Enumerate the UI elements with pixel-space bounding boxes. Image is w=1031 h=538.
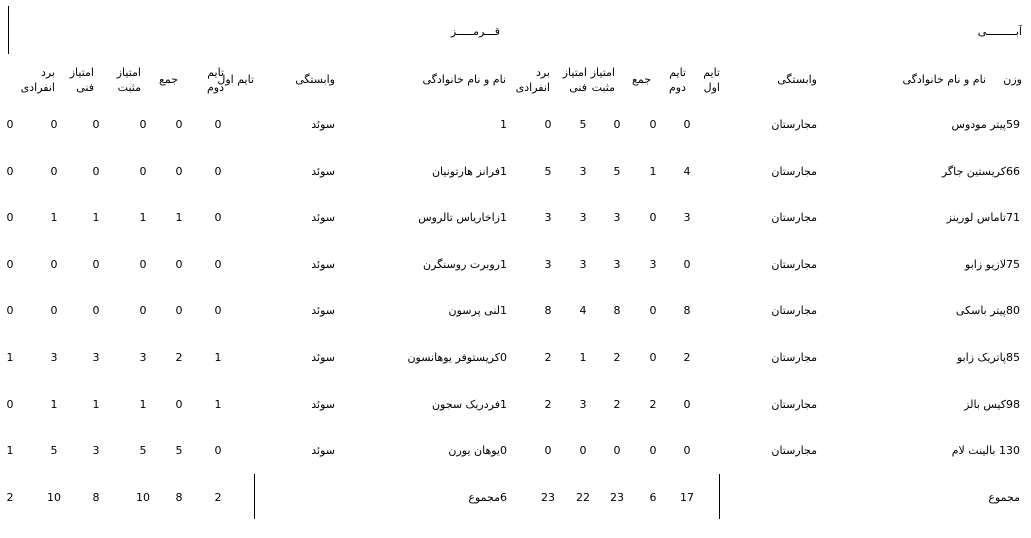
blue-score-cell: 3: [579, 258, 587, 271]
blue-score-cell: 3: [579, 398, 587, 411]
blue-wrestler-name: 130 بالینت لام: [951, 444, 1020, 457]
red-wrestler-name: 0کریستوفر یوهانسون: [407, 351, 507, 364]
red-score-cell: 1: [139, 398, 147, 411]
blue-score-cell: 2: [544, 351, 552, 364]
red-total-cell: 10: [47, 491, 61, 504]
blue-score-cell: 3: [544, 258, 552, 271]
red-score-cell: 1: [175, 211, 183, 224]
blue-score-cell: 0: [683, 398, 691, 411]
blue-score-cell: 0: [613, 118, 621, 131]
red-score-cell: 0: [50, 304, 58, 317]
header-red-individual-win: برد انفرادی: [20, 66, 55, 94]
header-red-positive-points: امتیاز مثبت: [116, 66, 141, 94]
red-score-cell: 1: [6, 444, 14, 457]
red-score-cell: 0: [175, 165, 183, 178]
red-score-cell: 0: [6, 165, 14, 178]
blue-score-cell: 0: [649, 351, 657, 364]
red-score-cell: 0: [50, 118, 58, 131]
red-wrestler-name: 1روبرت روسنگرن: [423, 258, 507, 271]
red-affiliation: سوئد: [311, 304, 335, 317]
red-affiliation: سوئد: [311, 165, 335, 178]
blue-score-cell: 5: [613, 165, 621, 178]
red-score-cell: 3: [92, 351, 100, 364]
red-affiliation: سوئد: [311, 211, 335, 224]
blue-score-cell: 0: [683, 444, 691, 457]
blue-score-cell: 0: [683, 118, 691, 131]
header-blue-total: جمع: [631, 73, 651, 86]
blue-affiliation: مجارستان: [771, 351, 817, 364]
header-blue-name: نام و نام خانوادگی: [902, 73, 986, 86]
blue-score-cell: 8: [544, 304, 552, 317]
blue-total-cell: 17: [680, 491, 694, 504]
blue-score-cell: 0: [683, 258, 691, 271]
blue-affiliation: مجارستان: [771, 211, 817, 224]
red-score-cell: 5: [139, 444, 147, 457]
blue-score-cell: 2: [613, 398, 621, 411]
blue-score-cell: 2: [544, 398, 552, 411]
red-affiliation: سوئد: [311, 398, 335, 411]
blue-affiliation: مجارستان: [771, 165, 817, 178]
blue-total-cell: 6: [649, 491, 657, 504]
red-total-cell: 8: [175, 491, 183, 504]
blue-score-cell: 3: [544, 211, 552, 224]
header-weight: وزن: [1003, 73, 1022, 86]
header-blue-first-half: تایم اول: [703, 66, 720, 94]
red-score-cell: 0: [214, 118, 222, 131]
red-score-cell: 0: [92, 304, 100, 317]
blue-score-cell: 0: [649, 211, 657, 224]
red-score-cell: 0: [50, 258, 58, 271]
blue-total-cell: 23: [541, 491, 555, 504]
blue-score-cell: 4: [579, 304, 587, 317]
header-blue-affiliation: وابستگی: [777, 73, 817, 86]
blue-score-cell: 0: [613, 444, 621, 457]
blue-score-cell: 1: [649, 165, 657, 178]
red-score-cell: 1: [92, 211, 100, 224]
red-section-title: قـــرمـــــز: [450, 25, 500, 38]
red-score-cell: 0: [214, 165, 222, 178]
blue-score-cell: 3: [613, 211, 621, 224]
blue-score-cell: 3: [613, 258, 621, 271]
red-score-cell: 1: [214, 398, 222, 411]
blue-wrestler-name: 59پیتر مودوس: [951, 118, 1020, 131]
red-wrestler-name: 1فرانز هارتونیان: [431, 165, 507, 178]
blue-score-cell: 2: [613, 351, 621, 364]
red-score-cell: 0: [139, 304, 147, 317]
blue-score-cell: 3: [579, 165, 587, 178]
left-divider-top: [8, 6, 9, 54]
red-score-cell: 0: [139, 165, 147, 178]
blue-score-cell: 3: [649, 258, 657, 271]
header-blue-individual-win: برد انفرادی: [515, 66, 550, 94]
red-score-cell: 3: [92, 444, 100, 457]
red-score-cell: 2: [175, 351, 183, 364]
blue-score-cell: 2: [683, 351, 691, 364]
red-score-cell: 0: [6, 118, 14, 131]
red-score-cell: 0: [92, 258, 100, 271]
header-red-first-half: تایم اول: [217, 73, 254, 86]
header-red-total: جمع: [158, 73, 178, 86]
blue-wrestler-name: 66کریستین جاگر: [941, 165, 1020, 178]
blue-score-cell: 5: [544, 165, 552, 178]
blue-score-cell: 0: [579, 444, 587, 457]
red-score-cell: 0: [50, 165, 58, 178]
blue-totals-label: مجموع: [988, 491, 1020, 504]
blue-total-cell: 23: [610, 491, 624, 504]
red-wrestler-name: 0یوهان یورن: [448, 444, 507, 457]
red-score-cell: 0: [175, 258, 183, 271]
blue-affiliation: مجارستان: [771, 118, 817, 131]
red-score-cell: 3: [139, 351, 147, 364]
blue-affiliation: مجارستان: [771, 398, 817, 411]
red-score-cell: 0: [6, 211, 14, 224]
header-red-technical-points: امتیاز فنی: [69, 66, 94, 94]
blue-score-cell: 0: [649, 118, 657, 131]
red-wrestler-name: 1زاخاریاس تالروس: [418, 211, 507, 224]
red-score-cell: 1: [139, 211, 147, 224]
red-score-cell: 0: [214, 444, 222, 457]
red-score-cell: 1: [92, 398, 100, 411]
red-score-cell: 0: [214, 258, 222, 271]
red-score-cell: 5: [50, 444, 58, 457]
blue-score-cell: 3: [683, 211, 691, 224]
blue-wrestler-name: 98کیس بالز: [964, 398, 1020, 411]
red-wrestler-name: 1فردریک سجون: [431, 398, 507, 411]
red-score-cell: 0: [6, 304, 14, 317]
blue-score-cell: 8: [683, 304, 691, 317]
blue-score-cell: 2: [649, 398, 657, 411]
red-score-cell: 1: [50, 398, 58, 411]
header-red-affiliation: وابستگی: [295, 73, 335, 86]
red-affiliation: سوئد: [311, 118, 335, 131]
red-total-cell: 8: [92, 491, 100, 504]
red-score-cell: 0: [175, 118, 183, 131]
red-totals-label: 6مجموع: [468, 491, 507, 504]
blue-score-cell: 0: [544, 444, 552, 457]
red-score-cell: 0: [92, 118, 100, 131]
red-affiliation: سوئد: [311, 351, 335, 364]
red-score-cell: 0: [214, 304, 222, 317]
red-score-cell: 5: [175, 444, 183, 457]
red-wrestler-name: 1: [500, 118, 507, 131]
header-blue-positive-points: امتیاز مثبت: [590, 66, 615, 94]
blue-score-cell: 8: [613, 304, 621, 317]
blue-score-cell: 5: [579, 118, 587, 131]
blue-affiliation: مجارستان: [771, 444, 817, 457]
blue-wrestler-name: 80پیتر باسکی: [955, 304, 1020, 317]
red-affiliation: سوئد: [311, 258, 335, 271]
blue-score-cell: 0: [649, 304, 657, 317]
red-score-cell: 0: [139, 258, 147, 271]
blue-wrestler-name: 85پاتریک زابو: [956, 351, 1020, 364]
red-affiliation: سوئد: [311, 444, 335, 457]
header-blue-technical-points: امتیاز فنی: [562, 66, 587, 94]
blue-score-cell: 4: [683, 165, 691, 178]
blue-total-cell: 22: [576, 491, 590, 504]
red-score-cell: 0: [6, 258, 14, 271]
red-total-cell: 10: [136, 491, 150, 504]
blue-score-cell: 1: [579, 351, 587, 364]
blue-wrestler-name: 75لازیو زابو: [965, 258, 1020, 271]
red-total-cell: 2: [6, 491, 14, 504]
blue-score-cell: 0: [544, 118, 552, 131]
red-score-cell: 0: [175, 398, 183, 411]
totals-divider-left: [254, 474, 255, 519]
red-score-cell: 0: [175, 304, 183, 317]
red-score-cell: 1: [214, 351, 222, 364]
blue-wrestler-name: 71تاماس لورینز: [946, 211, 1020, 224]
header-red-second-half: تایم دوم: [206, 66, 224, 94]
header-blue-second-half: تایم دوم: [668, 66, 686, 94]
red-total-cell: 2: [214, 491, 222, 504]
header-red-name: نام و نام خانوادگی: [422, 73, 506, 86]
red-score-cell: 3: [50, 351, 58, 364]
red-score-cell: 1: [50, 211, 58, 224]
blue-score-cell: 3: [579, 211, 587, 224]
red-score-cell: 0: [214, 211, 222, 224]
red-score-cell: 0: [92, 165, 100, 178]
red-score-cell: 0: [139, 118, 147, 131]
red-score-cell: 0: [6, 398, 14, 411]
blue-section-title: آبـــــــــی: [977, 25, 1022, 38]
blue-score-cell: 0: [649, 444, 657, 457]
red-score-cell: 1: [6, 351, 14, 364]
blue-affiliation: مجارستان: [771, 258, 817, 271]
red-wrestler-name: 1لنی پرسون: [448, 304, 507, 317]
blue-affiliation: مجارستان: [771, 304, 817, 317]
totals-divider-right: [719, 474, 720, 519]
